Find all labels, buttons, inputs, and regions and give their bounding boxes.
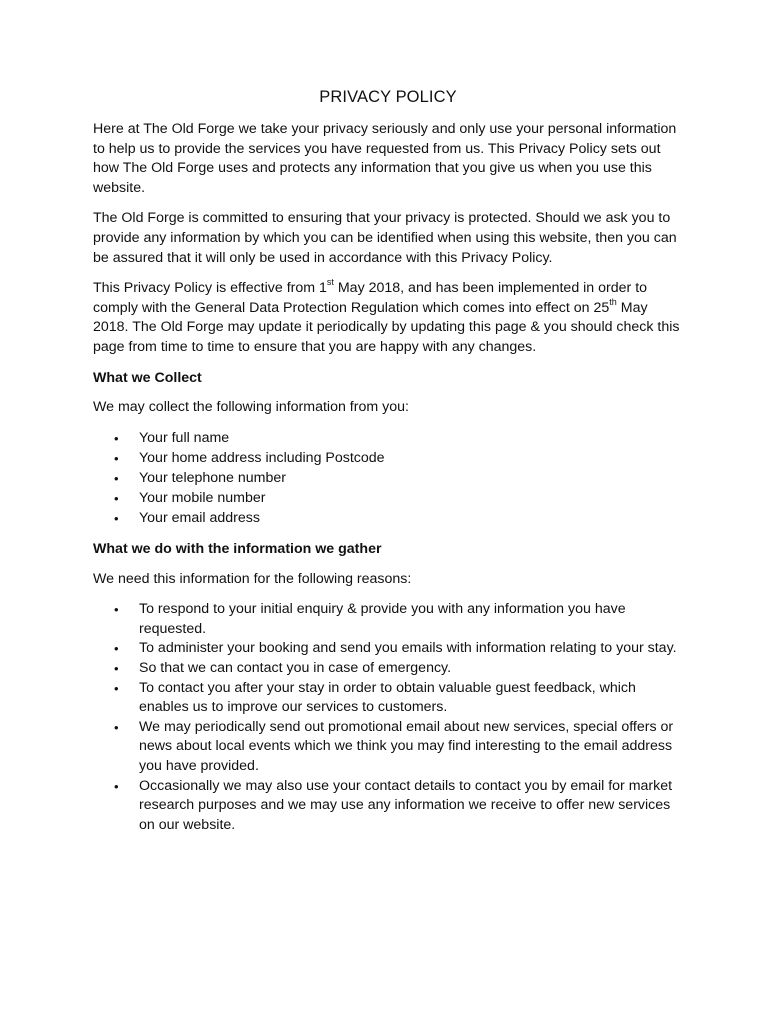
- bullet-icon: •: [114, 641, 119, 657]
- list-item-text: So that we can contact you in case of emergency.: [139, 660, 452, 677]
- effective-text-part-1: This Privacy Policy is effective from 1: [93, 280, 327, 297]
- list-item: [93, 509, 683, 529]
- bullet-icon: •: [114, 778, 119, 794]
- ordinal-suffix-th: th: [609, 297, 617, 308]
- list-item: [93, 639, 683, 659]
- bullet-icon: •: [114, 719, 119, 735]
- list-item-text: Your full name: [139, 429, 230, 446]
- section-heading-what-we-collect: What we Collect: [93, 369, 202, 386]
- page-title: PRIVACY POLICY: [319, 88, 457, 106]
- bullet-icon: •: [114, 471, 119, 487]
- list-item: [93, 449, 683, 469]
- effective-text-part-2: May 2018, and has been implemented in order to comply with the General Data Protection Regulation which comes into effect on 25: [93, 280, 648, 316]
- list-item: [93, 718, 683, 777]
- list-item: [93, 777, 683, 836]
- list-item-text: Your mobile number: [139, 490, 266, 507]
- list-item: [93, 679, 683, 718]
- collected-info-list: [93, 429, 683, 529]
- list-item-text: Your telephone number: [139, 470, 286, 487]
- section-heading-what-we-do: What we do with the information we gather: [93, 541, 382, 558]
- list-item-text: Your email address: [139, 510, 260, 527]
- bullet-icon: •: [114, 491, 119, 507]
- list-item: [93, 429, 683, 449]
- document-body: [93, 86, 683, 835]
- list-item-text: Occasionally we may also use your contact details to contact you by email for market research purposes and we may use any information we receive to offer new services on our website.: [139, 777, 673, 833]
- intro-paragraph-1: Here at The Old Forge we take your privacy seriously and only use your personal information to help us to provide the services you have requested from us. This Privacy Policy sets out how The Old Forge uses and protects any information that you give us when you use this website.: [93, 121, 677, 196]
- intro-paragraph-2: The Old Forge is committed to ensuring that your privacy is protected. Should we ask you to provide any information by which you can be identified when using this website, then you can be assured that it will only be used in accordance with this Privacy Policy.: [93, 210, 677, 266]
- list-item: [93, 659, 683, 679]
- usage-lead-text: We need this information for the following reasons:: [93, 570, 412, 587]
- bullet-icon: •: [114, 430, 119, 446]
- list-item-text: Your home address including Postcode: [139, 449, 385, 466]
- usage-reasons-list: [93, 600, 683, 835]
- bullet-icon: •: [114, 680, 119, 696]
- effective-text-part-3: May 2018. The Old Forge may update it periodically by updating this page & you should check this page from time to time to ensure that you are happy with any changes.: [93, 299, 680, 355]
- effective-date-paragraph: [93, 279, 683, 357]
- list-item: [93, 469, 683, 489]
- ordinal-suffix-st: st: [326, 277, 334, 288]
- list-item: [93, 600, 683, 639]
- list-item: [93, 489, 683, 509]
- bullet-icon: •: [114, 602, 119, 618]
- bullet-icon: •: [114, 511, 119, 527]
- list-item-text: To administer your booking and send you emails with information relating to your stay.: [139, 640, 677, 657]
- collect-lead-text: We may collect the following information from you:: [93, 399, 409, 416]
- bullet-icon: •: [114, 661, 119, 677]
- list-item-text: To contact you after your stay in order to obtain valuable guest feedback, which enables us to improve our services to customers.: [139, 679, 636, 716]
- list-item-text: To respond to your initial enquiry & provide you with any information you have requested.: [139, 601, 626, 637]
- bullet-icon: •: [114, 450, 119, 466]
- list-item-text: We may periodically send out promotional email about new services, special offers or news about local events which we think you may find interesting to the email address you have provided.: [139, 718, 674, 774]
